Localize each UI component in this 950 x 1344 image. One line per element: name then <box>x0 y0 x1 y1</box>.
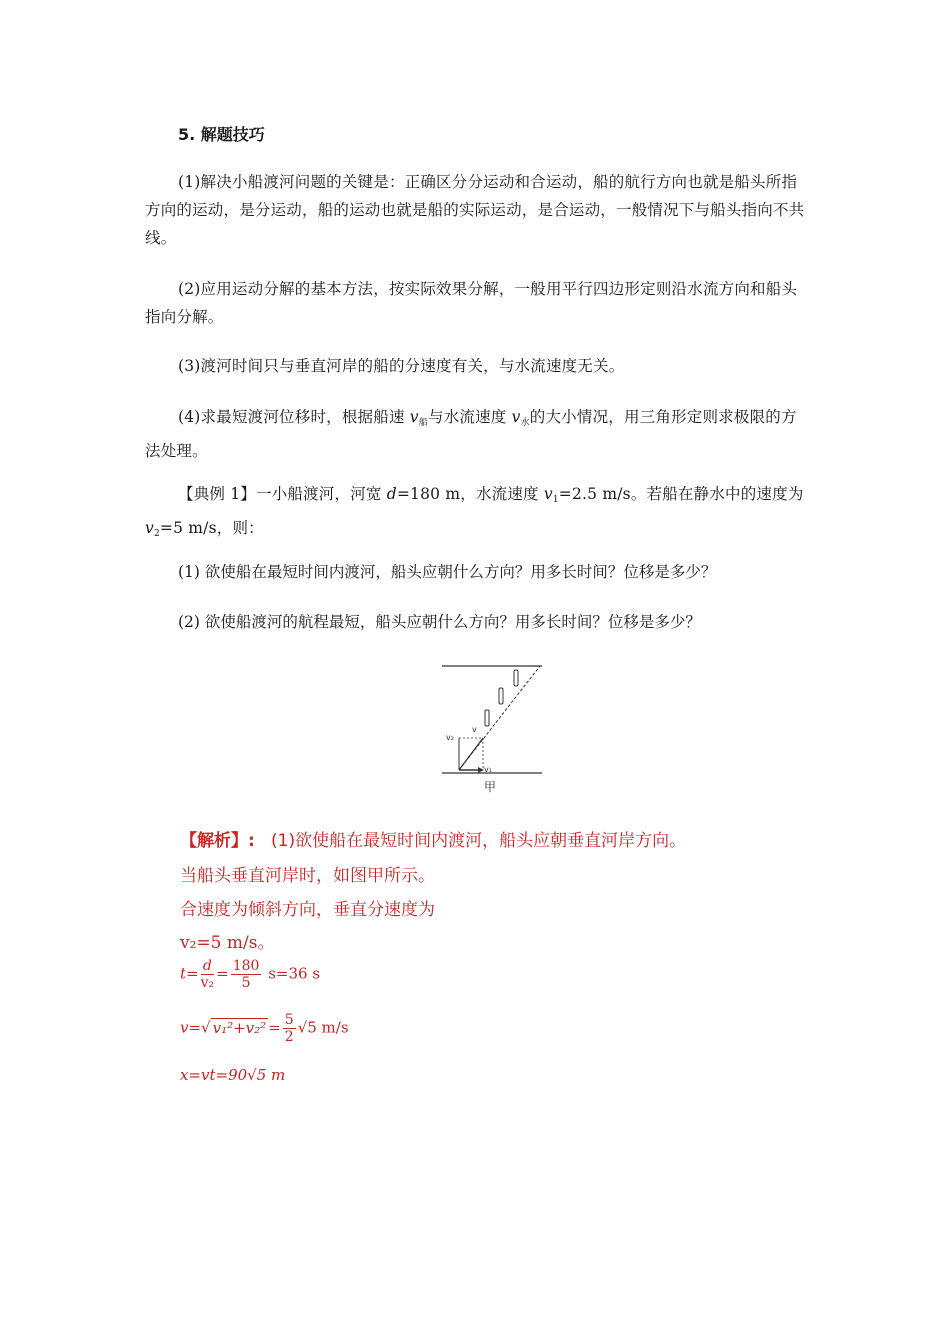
fraction: $\frac{180}{5}$ <box>232 958 260 991</box>
figure-caption: 甲 <box>484 780 497 794</box>
fraction: $\frac{d}{\text{v₂}}$ <box>200 958 215 991</box>
solution-line-3: 合速度为倾斜方向，垂直分速度为 <box>180 900 435 920</box>
velocity-equation: v=√ v₁²+v₂² = $\frac{5}{2}$ √5 m/s <box>180 1012 349 1045</box>
sqrt-sign-icon: √ <box>201 1018 211 1037</box>
question-1: (1) 欲使船在最短时间内渡河，船头应朝什么方向？用多长时间？位移是多少？ <box>178 563 717 581</box>
displacement-equation: x=vt=90√5 m <box>180 1066 286 1084</box>
solution-label: 【解析】: <box>180 831 255 851</box>
boat-shape <box>514 670 518 686</box>
vector-v <box>459 738 483 770</box>
time-equation: t= $\frac{d}{\text{v₂}}$ = $\frac{180}{5}$ s=36 s <box>180 958 321 991</box>
tip-2: (2)应用运动分解的基本方法，按实际效果分解，一般用平行四边形定则沿水流方向和船头指向分解。 <box>145 280 798 326</box>
tip-4: (4)求最短渡河位移时，根据船速 $v_船$与水流速度 $v_水$的大小情况，用三角形定则求极限的方法处理。 <box>145 408 797 460</box>
boat-shape <box>485 710 489 726</box>
tip-1: (1)解决小船渡河问题的关键是：正确区分分运动和合运动，船的航行方向也就是船头所指方向的运动，是分运动，船的运动也就是船的实际运动，是合运动，一般情况下与船头指向不共线。 <box>145 173 805 247</box>
example-1: 【典例 1】一小船渡河，河宽 d=180 m，水流速度 $v_1=2.5$ m/s。若船在静水中的速度为 $v_2=5$ m/s，则： <box>145 485 804 539</box>
label-v1: v₁ <box>484 765 492 774</box>
solution-line-2: 当船头垂直河岸时，如图甲所示。 <box>180 866 435 886</box>
question-2: (2) 欲使船渡河的航程最短，船头应朝什么方向？用多长时间？位移是多少？ <box>178 613 701 631</box>
boat-shape <box>499 688 503 704</box>
label-v2: v₂ <box>446 733 454 742</box>
label-v: v <box>472 725 477 734</box>
fraction: $\frac{5}{2}$ <box>284 1012 294 1045</box>
solution-line-1: 【解析】: (1)欲使船在最短时间内渡河，船头应朝垂直河岸方向。 <box>180 831 687 851</box>
example-label: 【典例 1】 <box>178 485 256 503</box>
river-crossing-figure <box>440 660 546 795</box>
tip-3: (3)渡河时间只与垂直河岸的船的分速度有关，与水流速度无关。 <box>178 357 625 375</box>
solution-line-4: v₂=5 m/s。 <box>180 933 275 953</box>
section-heading: 5. 解题技巧 <box>178 125 265 144</box>
